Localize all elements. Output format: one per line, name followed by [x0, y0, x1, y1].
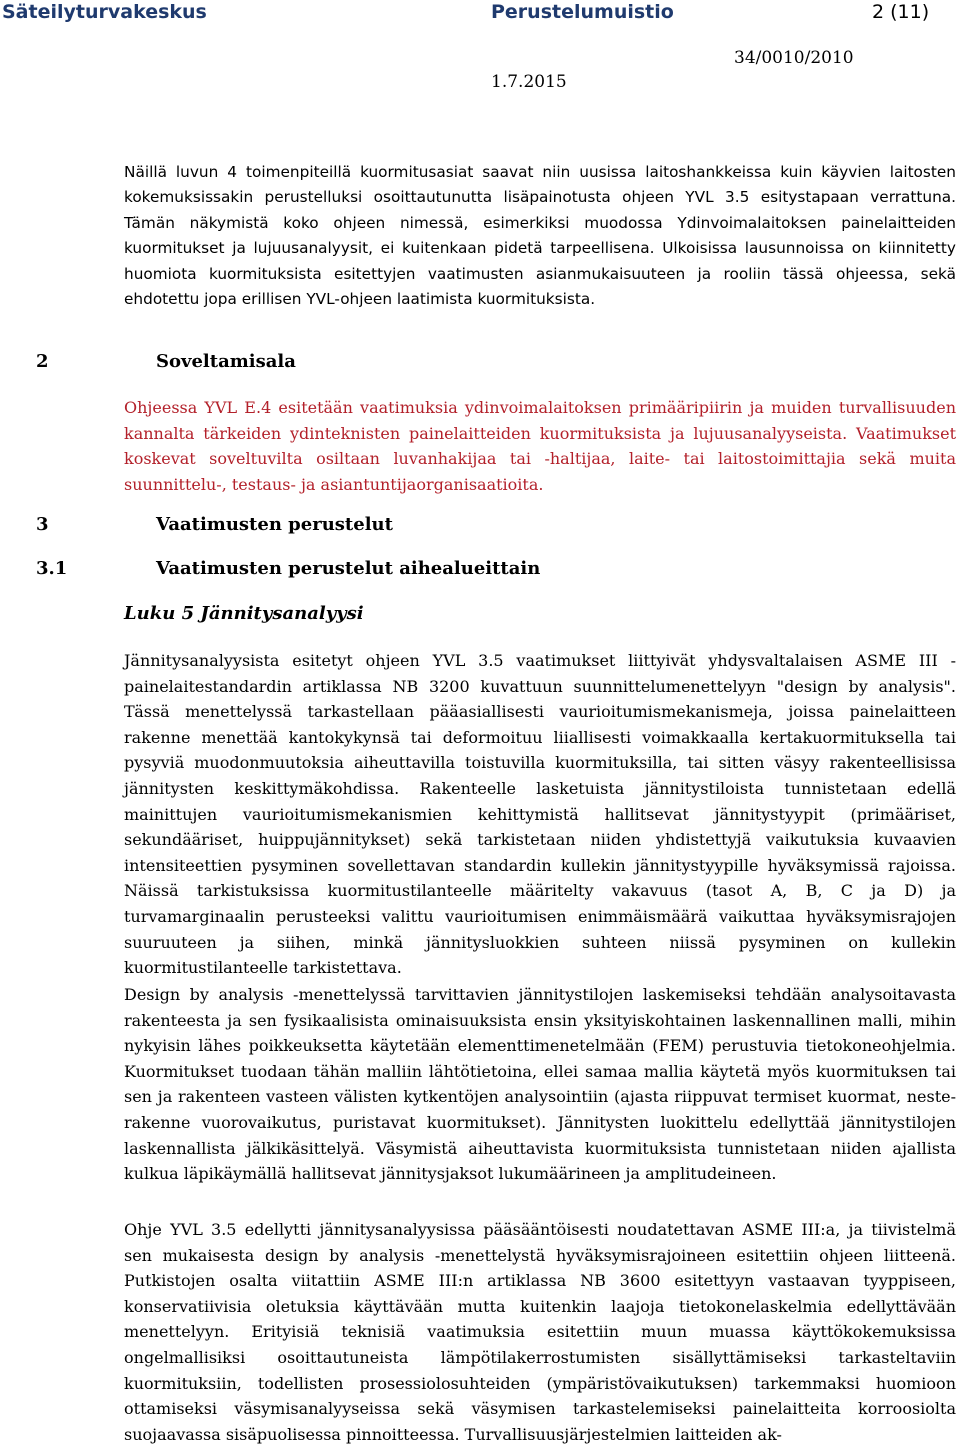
document-number: 34/0010/2010 — [734, 48, 854, 68]
intro-paragraph: Näillä luvun 4 toimenpiteillä kuormitusasiat saavat niin uusissa laitoshankkeissa kuin käyvien laitosten kokemuksissakin perustelluksi osoittautunutta lisäpainotusta ohjeen YVL 3.5 esitystapaan verrattuna. Tämän näkymistä koko ohjeen nimessä, esimerkiksi muodossa Ydinvoimalaitoksen painelaitteiden kuormitukset ja lujuusanalyysit, ei kuitenkaan pidetä tarpeellisena. Ulkoisissa lausunnoissa on kiinnitetty huomiota kuormituksista esitettyjen vaatimusten asianmukaisuuteen ja rooliin tässä ohjeessa, sekä ehdotettu jopa erillisen YVL-ohjeen laatimista kuormituksista. — [124, 163, 956, 309]
section-3-number: 3 — [36, 514, 49, 535]
document-type: Perustelumuistio — [491, 1, 674, 23]
section-3-heading — [36, 513, 536, 537]
body-paragraph-1: Jännitysanalyysista esitetyt ohjeen YVL 3.5 vaatimukset liittyivät yhdysvaltalaisen ASME III -painelaitestandardin artiklassa NB 3200 kuvattuun suunnittelumenettelyyn "design by analysis". Tässä menettelyssä tarkastellaan pääasiallisesti vaurioitumismekanismeja, joissa painelaitteen rakenne menettää kantokykynsä tai deformoituu liiallisesti voimakkaalla kertakuormituksella tai pysyviä muodonmuutoksia aiheuttavilla toistuvilla kuormituksilla, tai sitten väsyy rakenteellisissa jännitysten keskittymäkohdissa. Rakenteelle lasketuista jännitystiloista tunnistetaan edellä mainittujen vaurioitumismekanismien kehittymistä hallitsevat jännitystyypit (primääriset, sekundääriset, huippujännitykset) sekä tarkistetaan niiden yhdistettyjä vaikutuksia kuvaavien intensiteettien pysyminen sovellettavan standardin kullekin jännitystyypille hyväksymissä rajoissa. Näissä tarkistuksissa kuormitustilanteelle määritelty vakavuus (tasot A, B, C ja D) ja turvamarginaalin perusteeksi valittu vaurioitumisen enimmäismäärä vaikuttaa hyväksymisrajojen suuruuteen ja siihen, minkä jännitysluokkien suhteen niissä pysyminen on kullekin kuormitustilanteelle tarkistettava. — [124, 651, 956, 978]
chapter-5-subheading: Luku 5 Jännitysanalyysi — [124, 603, 364, 624]
section-2-number: 2 — [36, 351, 49, 372]
section-2-paragraph: Ohjeessa YVL E.4 esitetään vaatimuksia ydinvoimalaitoksen primääripiirin ja muiden turvallisuuden kannalta tärkeiden ydinteknisten painelaitteiden kuormituksista ja lujuusanalyyseista. Vaatimukset koskevat soveltuvilta osiltaan luvanhakijaa tai -haltijaa, laite- tai laitostoimittajia sekä muita suunnittelu-, testaus- ja asiantuntijaorganisaatioita. — [124, 398, 956, 494]
page-number: 2 (11) — [872, 1, 930, 23]
organization-name: Säteilyturvakeskus — [2, 1, 207, 23]
section-3-1-heading — [36, 557, 636, 581]
body-paragraph-2: Design by analysis -menettelyssä tarvittavien jännitystilojen laskemiseksi tehdään analysoitavasta rakenteesta ja sen fysikaalisista ominaisuuksista ensin yksityiskohtainen laskennallinen malli, mihin nykyisin lähes poikkeuksetta käytetään elementtimenetelmään (FEM) perustuvia tietokoneohjelmia. Kuormitukset tuodaan tähän malliin lähtötietoina, ellei samaa mallia käytetä myös kuormituksen tai sen ja rakenteen vasteen välisten kytkentöjen analysointiin (ajasta riippuvat termiset kuormat, neste-rakenne vuorovaikutus, puristavat kuormitukset). Jännitysten luokittelu edellyttää jännitystilojen laskennallista jälkikäsittelyä. Väsymistä aiheuttavista kuormituksista tunnistetaan niiden ajallista kulkua läpikäymällä hallitsevat jännitysjaksot lukumäärineen ja amplitudeineen. — [124, 985, 956, 1184]
section-3-title: Vaatimusten perustelut — [156, 514, 393, 535]
section-3-1-number: 3.1 — [36, 558, 68, 579]
section-2-heading — [36, 350, 436, 374]
document-date: 1.7.2015 — [491, 72, 567, 92]
section-3-1-title: Vaatimusten perustelut aihealueittain — [156, 558, 541, 579]
section-2-title: Soveltamisala — [156, 351, 296, 372]
body-paragraph-3: Ohje YVL 3.5 edellytti jännitysanalyysissa pääsääntöisesti noudatettavan ASME III:a, ja tiivistelmä sen mukaisesta design by analysis -menettelystä hyväksymisrajoineen esitettiin ohjeen liitteenä. Putkistojen osalta viitattiin ASME III:n artiklassa NB 3600 esitettyyn vastaavan tyyppiseen, konservatiivisia oletuksia käyttävään mutta kuitenkin laajoja tietokonelaskelmia edellyttävään menettelyyn. Erityisiä teknisiä vaatimuksia esitettiin muun muassa käyttökokemuksissa ongelmallisiksi osoittautuneista lämpötilakerrostumisten sisällyttämiseksi tarkasteltaviin kuormituksiin, todellisten prosessiolosuhteiden (ympäristövaikutuksen) tarkemmaksi huomioon ottamiseksi väsymisanalyyseissa sekä väsymisen tarkastelemiseksi painelaitteita korroosiolta suojaavassa sisäpuolisessa pinnoitteessa. Turvallisuusjärjestelmien laitteiden ak- — [124, 1220, 956, 1444]
